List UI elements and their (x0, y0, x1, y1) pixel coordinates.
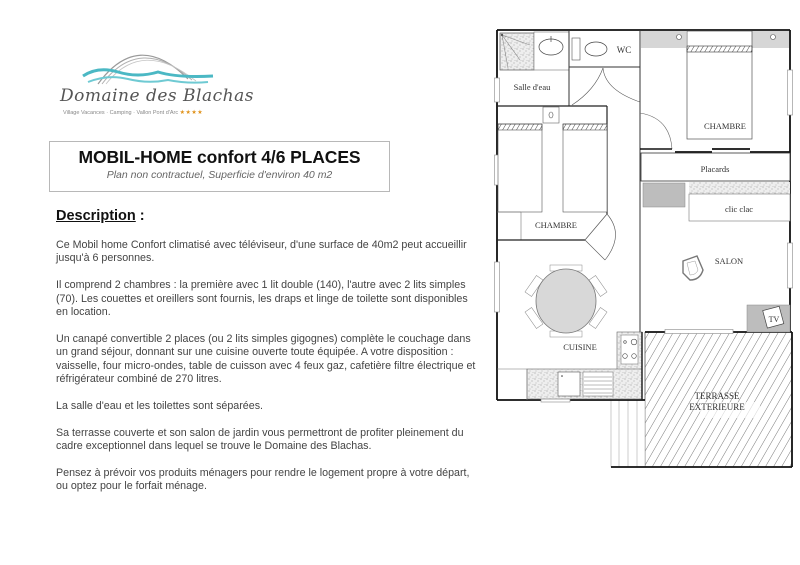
description-paragraph: Pensez à prévoir vos produits ménagers pour rendre le logement propre à votre départ, ou optez pour le forfait ménage. (56, 466, 470, 493)
closets-label: Placards (700, 164, 730, 174)
brand-name: Domaine des Blachas (60, 86, 254, 106)
bathroom (497, 30, 569, 106)
sofa-bed-label: clic clac (724, 204, 754, 214)
closets (641, 153, 790, 181)
kitchen-label: CUISINE (563, 342, 597, 352)
rating-stars: ★★★★ (179, 110, 204, 116)
description-heading-text: Description (56, 208, 136, 224)
page-title: MOBIL-HOME confort 4/6 PLACES (78, 147, 361, 167)
wc (569, 38, 640, 105)
bedroom-double-label: CHAMBRE (703, 121, 747, 131)
description-paragraph: La salle d'eau et les toilettes sont séparées. (56, 399, 264, 412)
description-paragraph: Il comprend 2 chambres : la première avec 1 lit double (140), l'autre avec 2 lits simples (70). Les couettes et oreillers sont fournis, les draps et linge de toilette sont disponibles en location. (56, 279, 468, 319)
description-heading-colon: : (135, 208, 145, 224)
tagline (63, 109, 203, 116)
bathroom-label: Salle d'eau (513, 82, 551, 92)
description-body (56, 239, 476, 507)
page-subtitle: Plan non contractuel, Superficie d'environ 40 m2 (106, 169, 333, 181)
floor-plan (490, 22, 800, 477)
description-paragraph: Ce Mobil home Confort climatisé avec téléviseur, d'une surface de 40m2 peut accueillir jusqu'à 6 personnes. (56, 239, 467, 265)
logo (38, 34, 254, 124)
description-heading (56, 208, 145, 224)
tv-label: TV (768, 315, 780, 324)
terrace-label-2: EXTERIEURE (689, 402, 745, 412)
mountain-wave-logo-icon (38, 34, 248, 94)
terrace-label: TERRASSE (694, 391, 740, 401)
description-paragraph: Un canapé convertible 2 places (ou 2 lits simples gigognes) complète le couchage dans un grand séjour, donnant sur une cuisine ouverte toute équipée. A votre disposition : vaisselle, four micro-ondes, table de cuisson avec 4 feux gaz, cafetière filtre électrique et réfrigérateur combiné de 270 litres. (56, 332, 476, 386)
wc-label: WC (616, 45, 632, 55)
bedroom-twin-label: CHAMBRE (534, 220, 578, 230)
kitchen (497, 265, 642, 400)
living-room-label: SALON (714, 256, 744, 266)
living-room (643, 182, 790, 332)
bedroom-double (640, 31, 790, 152)
title-box (49, 141, 390, 192)
tagline-text: Village Vacances · Camping · Vallon Pont d'Arc (63, 110, 179, 116)
description-paragraph: Sa terrasse couverte et son salon de jardin vous permettront de profiter pleinement du cadre exceptionnel dans lequel se trouve le Domaine des Blachas. (56, 426, 464, 453)
bedroom-twin (497, 106, 616, 260)
